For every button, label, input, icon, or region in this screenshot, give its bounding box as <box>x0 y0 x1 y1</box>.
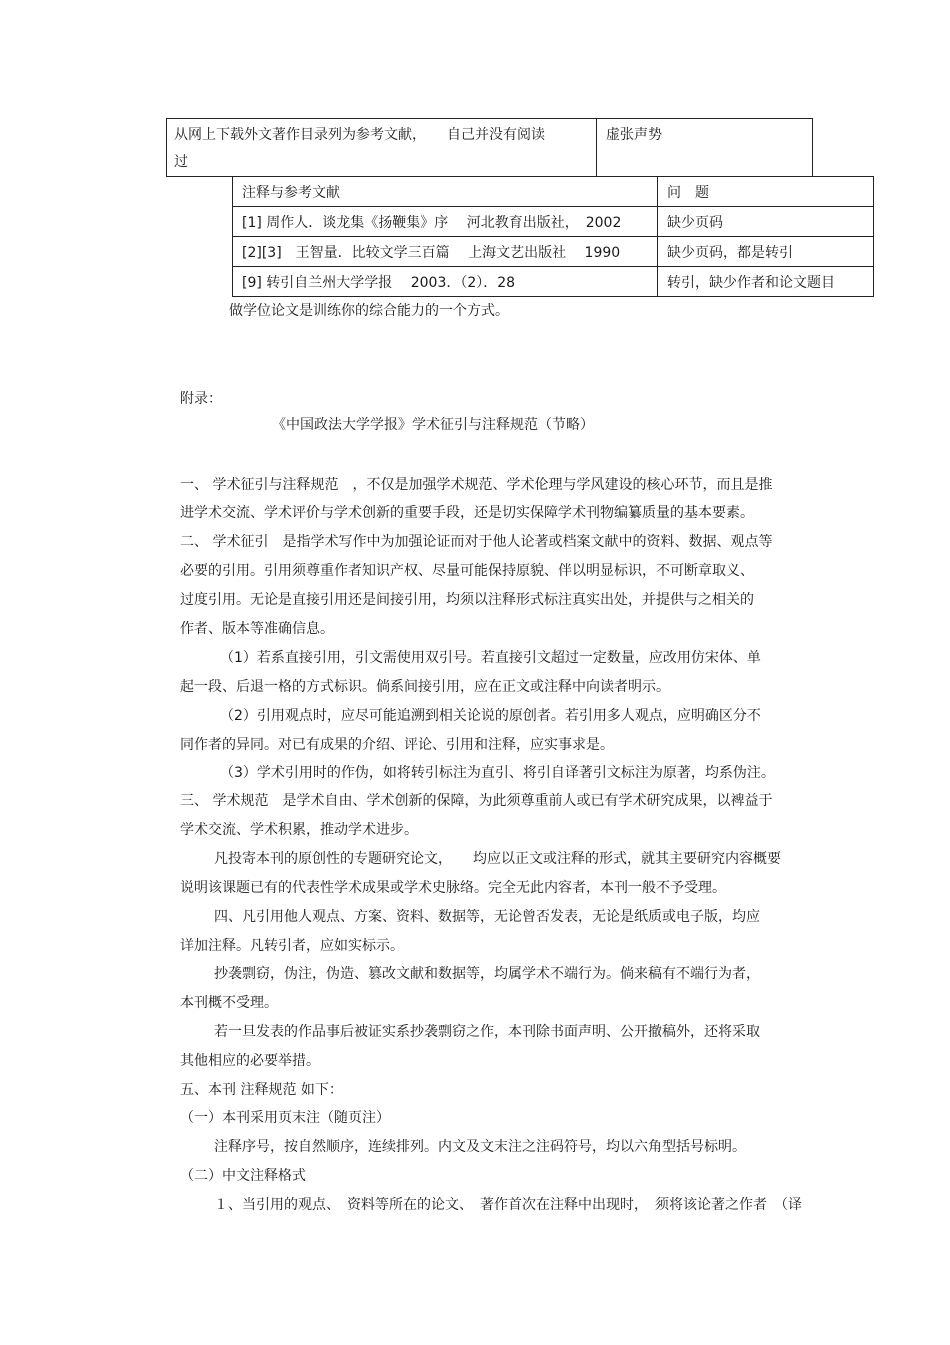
after-table-note: 做学位论文是训练你的综合能力的一个方式。 <box>229 303 509 319</box>
body-line: 抄袭剽窃，伪注，伪造、篡改文献和数据等，均属学术不端行为。倘来稿有不端行为者， <box>214 966 760 982</box>
table-cell: 转引，缺少作者和论文题目 <box>658 267 874 297</box>
top-table-right: 虚张声势 <box>606 127 662 143</box>
body-line: 必要的引用。引用须尊重作者知识产权、尽量可能保持原貌、伴以明显标识，不可断章取义、 <box>180 563 754 579</box>
body-line: 进学术交流、学术评价与学术创新的重要手段，还是切实保障学术刊物编纂质量的基本要素。 <box>180 505 754 521</box>
body-line: 若一旦发表的作品事后被证实系抄袭剽窃之作，本刊除书面声明、公开撤稿外，还将采取 <box>214 1024 760 1040</box>
table-cell: [1] 周作人．谈龙集《扬鞭集》序 河北教育出版社， 2002 <box>233 207 658 237</box>
table-header-cell: 问 题 <box>658 177 874 207</box>
body-line: 本刊概不受理。 <box>180 995 278 1011</box>
body-line: 起一段、后退一格的方式标识。倘系间接引用，应在正文或注释中向读者明示。 <box>180 679 670 695</box>
body-line: 注释序号，按自然顺序，连续排列。内文及文末注之注码符号，均以六角型括号标明。 <box>214 1139 746 1155</box>
appendix-label: 附录： <box>180 391 222 407</box>
body-line: 过度引用。无论是直接引用还是间接引用，均须以注释形式标注真实出处，并提供与之相关的 <box>180 592 754 608</box>
table-cell: [9] 转引自兰州大学学报 2003．（2）．28 <box>233 267 658 297</box>
body-line: （1）若系直接引用，引文需使用双引号。若直接引文超过一定数量，应改用仿宋体、单 <box>220 650 761 666</box>
body-line: 一、 学术征引与注释规范 ，不仅是加强学术规范、学术伦理与学风建设的核心环节，而且是推 <box>180 477 773 493</box>
appendix-title: 《中国政法大学学报》学术征引与注释规范（节略） <box>272 417 594 433</box>
table-row <box>233 267 874 297</box>
body-line: （2）引用观点时，应尽可能追溯到相关论说的原创者。若引用多人观点，应明确区分不 <box>220 708 761 724</box>
table-cell: [2][3] 王智量．比较文学三百篇 上海文艺出版社 1990 <box>233 237 658 267</box>
body-line: 作者、版本等准确信息。 <box>180 621 334 637</box>
body-line: （二）中文注释格式 <box>180 1168 306 1184</box>
top-table-divider <box>596 118 597 177</box>
reference-table <box>232 176 874 297</box>
body-line: 四、凡引用他人观点、方案、资料、数据等，无论曾否发表，无论是纸质或电子版，均应 <box>214 909 760 925</box>
table-header-row <box>233 177 874 207</box>
top-table-left-line1: 从网上下载外文著作目录列为参考文献， 自己并没有阅读 <box>174 127 545 143</box>
body-line: 详加注释。凡转引者，应如实标示。 <box>180 938 404 954</box>
body-line: １、当引用的观点、 资料等所在的论文、 著作首次在注释中出现时， 须将该论著之作者 （译 <box>214 1197 802 1213</box>
body-line: 其他相应的必要举措。 <box>180 1053 320 1069</box>
body-line: 三、 学术规范 是学术自由、学术创新的保障，为此须尊重前人或已有学术研究成果，以裨益于 <box>180 793 773 809</box>
body-line: （3）学术引用时的作伪，如将转引标注为直引、将引自译著引文标注为原著，均系伪注。 <box>220 765 775 781</box>
body-line: 学术交流、学术积累，推动学术进步。 <box>180 822 418 838</box>
table-row <box>233 237 874 267</box>
body-line: 二、 学术征引 是指学术写作中为加强论证而对于他人论著或档案文献中的资料、数据、观点等 <box>180 534 773 550</box>
table-cell: 缺少页码，都是转引 <box>658 237 874 267</box>
top-table-left-line2: 过 <box>174 154 188 170</box>
body-line: 凡投寄本刊的原创性的专题研究论文， 均应以正文或注释的形式，就其主要研究内容概要 <box>214 851 781 867</box>
table-row <box>233 207 874 237</box>
table-cell: 缺少页码 <box>658 207 874 237</box>
body-line: 同作者的异同。对已有成果的介绍、评论、引用和注释，应实事求是。 <box>180 737 614 753</box>
body-line: 说明该课题已有的代表性学术成果或学术史脉络。完全无此内容者，本刊一般不予受理。 <box>180 880 726 896</box>
body-line: 五、本刊 注释规范 如下： <box>180 1082 343 1098</box>
table-header-cell: 注释与参考文献 <box>233 177 658 207</box>
body-line: （一）本刊采用页末注（随页注） <box>180 1110 390 1126</box>
